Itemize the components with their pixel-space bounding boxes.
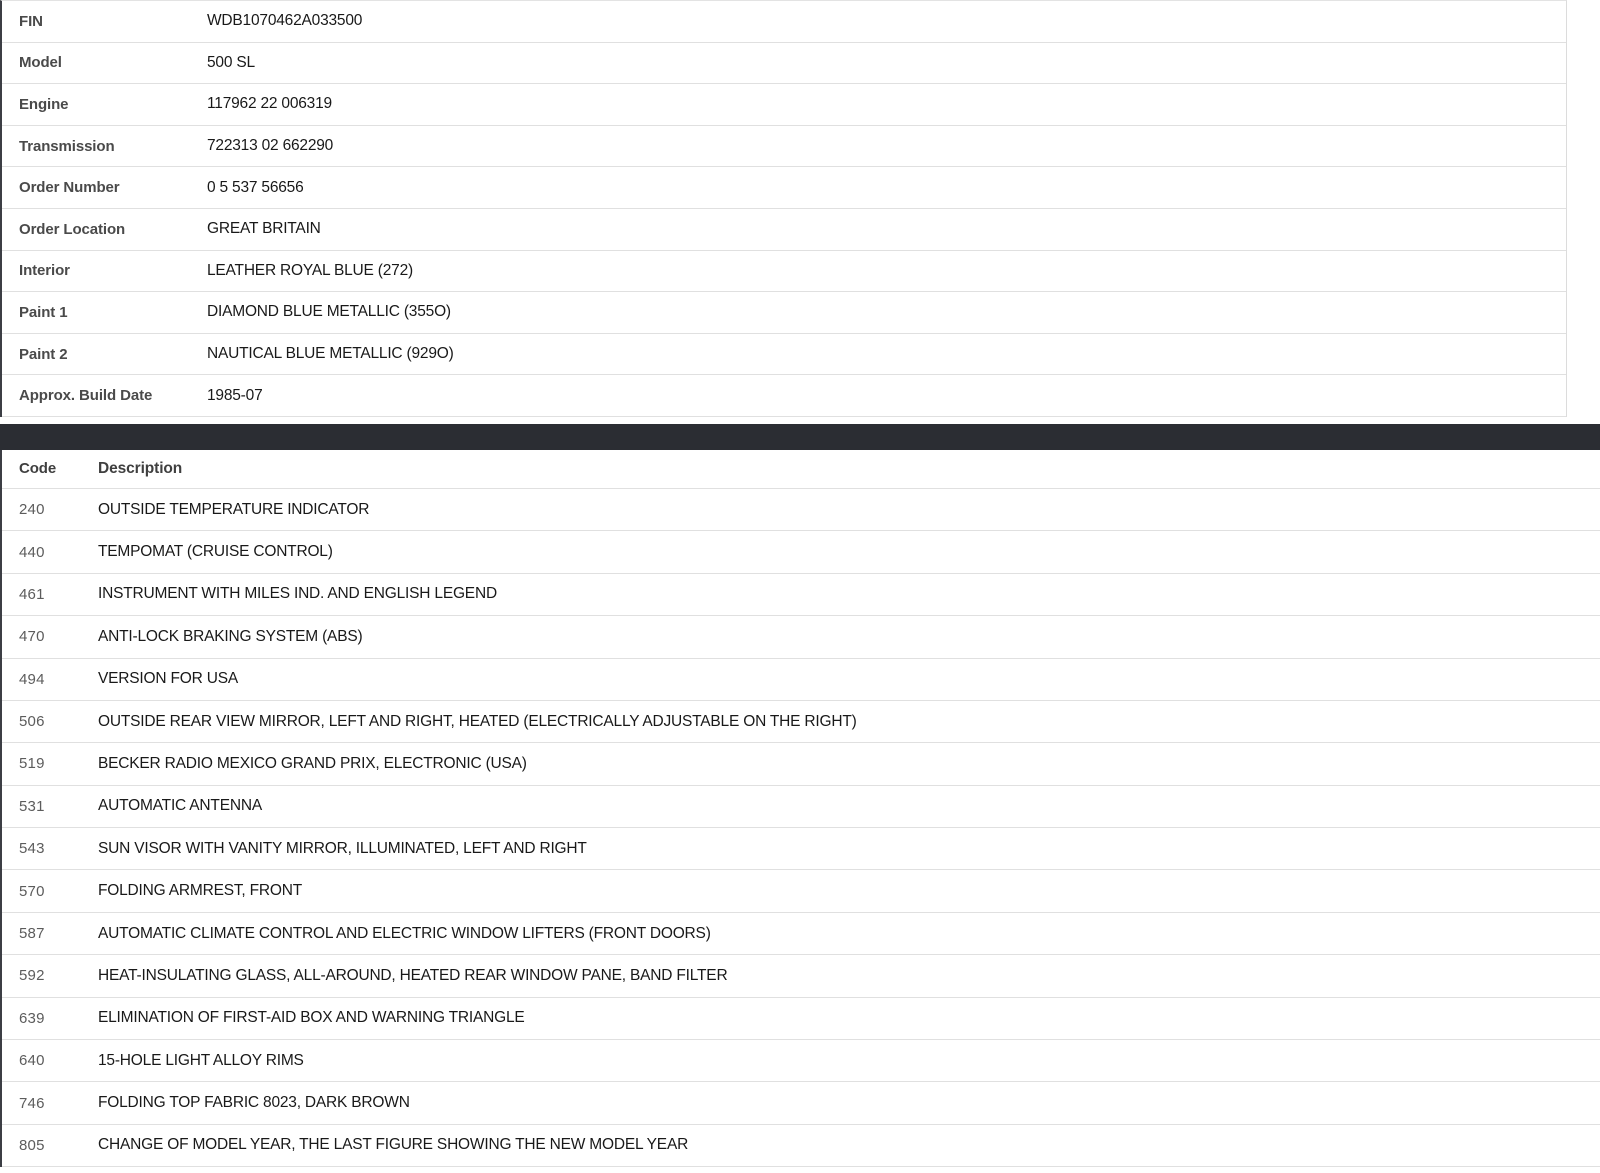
- table-row: [2, 1125, 1600, 1167]
- option-description: 15-HOLE LIGHT ALLOY RIMS: [98, 1051, 304, 1069]
- table-row: [2, 574, 1600, 616]
- table-row: [2, 913, 1600, 955]
- field-value: 0 5 537 56656: [207, 178, 304, 196]
- option-description: ELIMINATION OF FIRST-AID BOX AND WARNING TRIANGLE: [98, 1009, 525, 1027]
- table-row: [2, 126, 1566, 168]
- field-value: 117962 22 006319: [207, 95, 332, 113]
- table-row: [2, 616, 1600, 658]
- table-row: [2, 659, 1600, 701]
- field-label: Paint 1: [19, 303, 68, 321]
- field-label: Engine: [19, 95, 69, 113]
- table-row: [2, 870, 1600, 912]
- table-row: [2, 167, 1566, 209]
- option-code: 506: [19, 713, 45, 731]
- option-description: BECKER RADIO MEXICO GRAND PRIX, ELECTRONIC (USA): [98, 754, 527, 772]
- option-code: 587: [19, 925, 45, 943]
- table-row: [2, 292, 1566, 334]
- section-divider-bar: [0, 424, 1600, 450]
- field-label: Transmission: [19, 137, 115, 155]
- table-row: [2, 43, 1566, 85]
- table-row: [2, 84, 1566, 126]
- option-code: 805: [19, 1136, 45, 1154]
- option-description: OUTSIDE TEMPERATURE INDICATOR: [98, 500, 370, 518]
- field-label: Order Location: [19, 220, 126, 238]
- table-row: [2, 955, 1600, 997]
- option-code: 519: [19, 755, 45, 773]
- table-row: [2, 701, 1600, 743]
- field-value: NAUTICAL BLUE METALLIC (929O): [207, 345, 454, 363]
- table-row: [2, 1082, 1600, 1124]
- vehicle-info-table: [0, 0, 1567, 417]
- option-code: 494: [19, 670, 45, 688]
- field-label: Approx. Build Date: [19, 387, 153, 405]
- field-label: Model: [19, 54, 62, 72]
- option-description: VERSION FOR USA: [98, 670, 238, 688]
- option-description: SUN VISOR WITH VANITY MIRROR, ILLUMINATED, LEFT AND RIGHT: [98, 839, 587, 857]
- code-column-header: Code: [19, 460, 57, 478]
- field-label: Paint 2: [19, 345, 68, 363]
- option-code: 440: [19, 543, 45, 561]
- option-code: 240: [19, 501, 45, 519]
- table-row: [2, 1040, 1600, 1082]
- table-row: [2, 489, 1600, 531]
- field-label: Order Number: [19, 179, 120, 197]
- field-value: WDB1070462A033500: [207, 12, 363, 30]
- table-header-row: [2, 450, 1600, 489]
- option-description: ANTI-LOCK BRAKING SYSTEM (ABS): [98, 627, 363, 645]
- option-code: 543: [19, 840, 45, 858]
- field-value: 1985-07: [207, 386, 263, 404]
- table-row: [2, 828, 1600, 870]
- option-description: CHANGE OF MODEL YEAR, THE LAST FIGURE SHOWING THE NEW MODEL YEAR: [98, 1136, 689, 1154]
- field-value: LEATHER ROYAL BLUE (272): [207, 261, 413, 279]
- option-code: 746: [19, 1094, 45, 1112]
- table-row: [2, 334, 1566, 376]
- description-column-header: Description: [98, 459, 183, 477]
- option-code: 570: [19, 882, 45, 900]
- option-code: 592: [19, 967, 45, 985]
- option-description: FOLDING ARMREST, FRONT: [98, 882, 303, 900]
- field-value: 500 SL: [207, 53, 255, 71]
- option-codes-table: [0, 450, 1600, 1167]
- table-row: [2, 251, 1566, 293]
- table-row: [2, 375, 1566, 417]
- option-description: HEAT-INSULATING GLASS, ALL-AROUND, HEATED REAR WINDOW PANE, BAND FILTER: [98, 966, 728, 984]
- table-row: [2, 998, 1600, 1040]
- table-row: [2, 786, 1600, 828]
- field-value: GREAT BRITAIN: [207, 220, 321, 238]
- option-code: 470: [19, 628, 45, 646]
- option-description: TEMPOMAT (CRUISE CONTROL): [98, 543, 333, 561]
- option-code: 461: [19, 585, 45, 603]
- field-value: DIAMOND BLUE METALLIC (355O): [207, 303, 451, 321]
- table-row: [2, 1, 1566, 43]
- option-description: FOLDING TOP FABRIC 8023, DARK BROWN: [98, 1094, 410, 1112]
- option-description: OUTSIDE REAR VIEW MIRROR, LEFT AND RIGHT, HEATED (ELECTRICALLY ADJUSTABLE ON THE RIGHT): [98, 712, 857, 730]
- option-code: 531: [19, 797, 45, 815]
- option-description: AUTOMATIC CLIMATE CONTROL AND ELECTRIC WINDOW LIFTERS (FRONT DOORS): [98, 924, 711, 942]
- table-row: [2, 209, 1566, 251]
- field-label: FIN: [19, 12, 43, 30]
- table-row: [2, 743, 1600, 785]
- table-row: [2, 531, 1600, 573]
- option-description: AUTOMATIC ANTENNA: [98, 797, 262, 815]
- field-value: 722313 02 662290: [207, 137, 334, 155]
- field-label: Interior: [19, 262, 70, 280]
- option-description: INSTRUMENT WITH MILES IND. AND ENGLISH LEGEND: [98, 585, 497, 603]
- option-code: 640: [19, 1052, 45, 1070]
- option-code: 639: [19, 1009, 45, 1027]
